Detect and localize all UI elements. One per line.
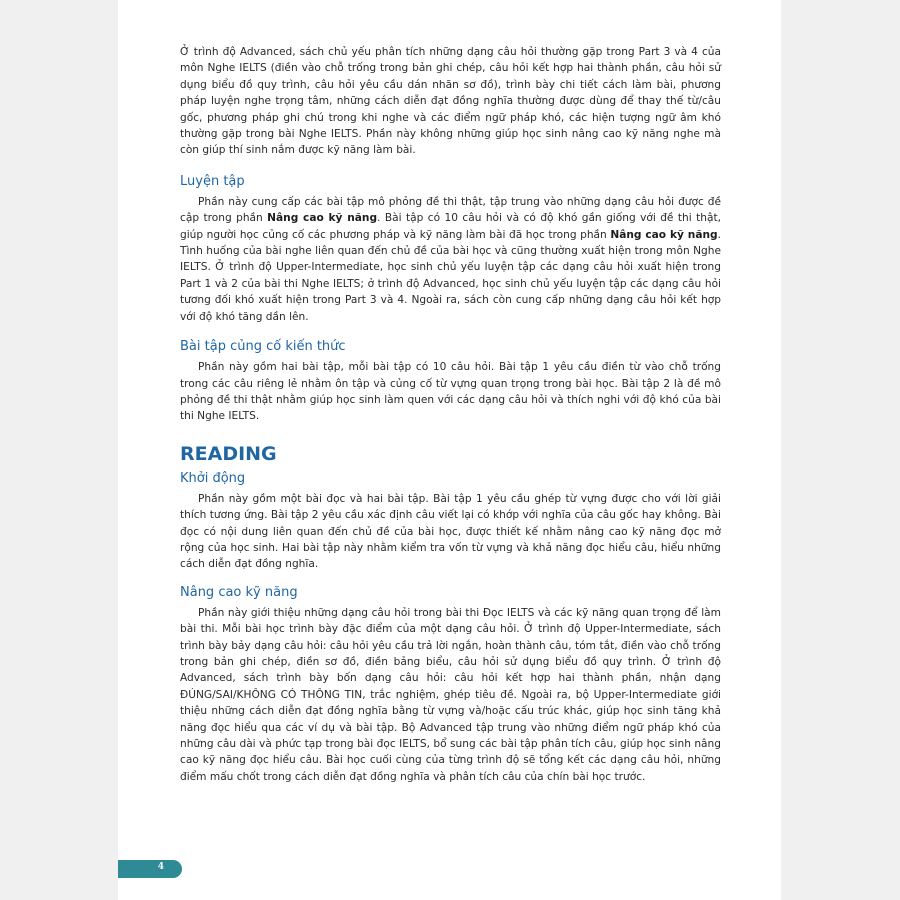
luyen-tap-paragraph [180,194,721,325]
page-number: 4 [157,862,164,872]
luyen-tap-text-3: . Tình huống của bài nghe liên quan đến chủ đề của bài học và cũng thường xuất hiện trong môn Nghe IELTS. Ở trình độ Upper-Intermediate, học sinh chủ yếu luyện tập các dạng câu hỏi xuất hiện trong Part 1 và 2 của bài thi Nghe IELTS; ở trình độ Advanced, học sinh chủ yếu luyện tập các dạng câu hỏi tương đối khó xuất hiện trong Part 3 và 4. Ngoài ra, sách còn cung cấp những dạng câu hỏi kết hợp với độ khó tăng dần lên. [180,228,722,323]
luyen-tap-bold-1: Nâng cao kỹ năng [267,212,378,225]
khoi-dong-paragraph: Phần này gồm một bài đọc và hai bài tập. Bài tập 1 yêu cầu ghép từ vựng được cho với lời giải thích tương ứng. Bài tập 2 yêu cầu xác định câu viết lại có khớp với nghĩa của câu gốc hay không. Bài đọc có nội dung liên quan đến chủ đề của bài học, được thiết kế nhằm nâng cao kỹ năng đọc mở rộng của học sinh. Hai bài tập này nhằm kiểm tra vốn từ vựng và khả năng đọc hiểu câu, hiểu những cách diễn đạt đồng nghĩa. [180,492,721,571]
bai-tap-paragraph: Phần này gồm hai bài tập, mỗi bài tập có 10 câu hỏi. Bài tập 1 yêu cầu điền từ vào chỗ trống trong các câu riêng lẻ nhằm ôn tập và củng cố từ vựng quan trọng trong bài học. Bài tập 2 là đề mô phỏng đề thi thật nhằm giúp học sinh làm quen với các dạng câu hỏi và thích nghi với độ khó của bài thi Nghe IELTS. [180,361,721,423]
book-page [118,0,781,900]
reading-heading: READING [180,442,277,465]
page-number-badge [118,860,182,878]
nang-cao-paragraph: Phần này giới thiệu những dạng câu hỏi trong bài thi Đọc IELTS và các kỹ năng quan trọng để làm bài thi. Mỗi bài học trình bày đặc điểm của một dạng câu hỏi. Ở trình độ Upper-Intermediate, sách trình bày bảy dạng câu hỏi: câu hỏi yêu cầu trả lời ngắn, hoàn thành câu, tóm tắt, điền vào chỗ trống trong bản ghi chép, điền sơ đồ, điền bảng biểu, câu hỏi sử dụng biểu đồ quy trình. Ở trình độ Advanced, sách trình bày bốn dạng câu hỏi: câu hỏi kết hợp hai thành phần, nhận dạng ĐÚNG/SAI/KHÔNG CÓ THÔNG TIN, trắc nghiệm, ghép tiêu đề. Ngoài ra, bộ Upper-Intermediate giới thiệu những cách diễn đạt đồng nghĩa bằng từ vựng và/hoặc cấu trúc khác, giúp học sinh tăng khả năng đọc hiểu qua các ví dụ và bài tập. Bộ Advanced tập trung vào những điểm ngữ pháp khó của những câu dài và phức tạp trong bài đọc IELTS, bổ sung các bài tập phân tích câu, giúp học sinh nâng cao kỹ năng đọc hiểu câu. Bài học cuối cùng của từng trình độ sẽ tổng kết các dạng câu hỏi, những điểm mấu chốt trong cách diễn đạt đồng nghĩa và phân tích câu của chín bài học trước. [180,606,721,783]
section-heading-bai-tap: Bài tập củng cố kiến thức [180,339,346,355]
page-content [180,44,721,785]
section-heading-khoi-dong: Khởi động [180,470,246,486]
section-heading-nang-cao: Nâng cao kỹ năng [180,584,298,600]
luyen-tap-text-2: . Bài tập có 10 câu hỏi và có độ khó gần giống với đề thi thật, giúp người học củng cố các phương pháp và kỹ năng làm bài đã học trong phần [180,212,721,241]
section-heading-luyen-tap: Luyện tập [180,173,245,189]
luyen-tap-text-1: Phần này cung cấp các bài tập mô phỏng đề thi thật, tập trung vào những dạng câu hỏi được đề cập trong phần [180,195,721,225]
intro-paragraph: Ở trình độ Advanced, sách chủ yếu phân tích những dạng câu hỏi thường gặp trong Part 3 và 4 của môn Nghe IELTS (điền vào chỗ trống trong bản ghi chép, câu hỏi kết hợp hai thành phần, câu hỏi sử dụng biểu đồ quy trình, câu hỏi yêu cầu dán nhãn sơ đồ), trình bày chi tiết cách làm bài, phương pháp luyện nghe trọng tâm, những cách diễn đạt đồng nghĩa thường được dùng để thay thế từ/câu gốc, phương pháp ghi chú trong khi nghe và các điểm ngữ pháp khó, các hiện tượng ngữ âm khó thường gặp trong bài Nghe IELTS. Phần này không những giúp học sinh nâng cao kỹ năng nghe mà còn giúp thí sinh nắm được kỹ năng làm bài. [180,46,721,157]
luyen-tap-bold-2: Nâng cao kỹ năng [610,228,718,241]
